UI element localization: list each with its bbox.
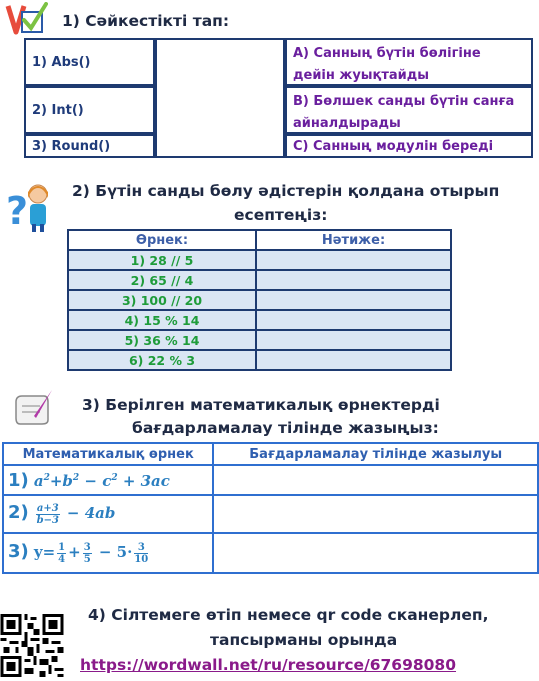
expression-cell: 3) 100 // 20 xyxy=(68,290,256,310)
col-result-header: Нәтиже: xyxy=(256,230,451,250)
table-row xyxy=(3,465,538,495)
table-row xyxy=(68,330,451,350)
result-cell[interactable] xyxy=(256,330,451,350)
match-left-3: 3) Round() xyxy=(24,134,155,158)
expression-cell: 4) 15 % 14 xyxy=(68,310,256,330)
task4-line1: 4) Сілтемеге өтіп немесе qr code сканерлеп, xyxy=(88,606,489,624)
expression-cell: 2) 65 // 4 xyxy=(68,270,256,290)
table-row xyxy=(3,495,538,533)
col-math-header: Математикалық өрнек xyxy=(3,443,213,465)
match-answer-area[interactable] xyxy=(155,38,285,158)
answer-cell[interactable] xyxy=(213,495,538,533)
col-code-header: Бағдарламалау тілінде жазылуы xyxy=(213,443,538,465)
table-row xyxy=(3,533,538,573)
table-row xyxy=(68,310,451,330)
result-cell[interactable] xyxy=(256,310,451,330)
wordwall-link[interactable]: https://wordwall.net/ru/resource/67698080 xyxy=(80,656,457,674)
col-expression-header: Өрнек: xyxy=(68,230,256,250)
answer-cell[interactable] xyxy=(213,465,538,495)
match-right-c: С) Санның модулін береді xyxy=(285,134,533,158)
result-cell[interactable] xyxy=(256,290,451,310)
math-expression-2: 2) $\frac{a+3}{b-3}$ − 4ab xyxy=(3,495,213,533)
match-left-2: 2) Int() xyxy=(24,86,155,134)
task2-title-line2: есептеңіз: xyxy=(234,206,328,224)
math-expression-1: 1) $a^2+b^2 - c^2 + 3ac$ xyxy=(3,465,213,495)
math-expression-table xyxy=(2,442,539,574)
table-row xyxy=(68,290,451,310)
answer-cell[interactable] xyxy=(213,533,538,573)
table-row xyxy=(68,350,451,370)
table-row xyxy=(68,250,451,270)
match-right-a: А) Санның бүтін бөлігіне дейін жуықтайды xyxy=(285,38,533,86)
task2-title-line1: 2) Бүтін санды бөлу әдістерін қолдана отырып xyxy=(72,182,500,200)
qr-code-image xyxy=(0,614,64,677)
math-expression-3: 3) y= $\frac{1}{4}$ + $\frac{3}{5}$ − 5· $\frac{3}{10}$ xyxy=(3,533,213,573)
integer-division-table xyxy=(67,229,452,371)
thinking-girl-illustration xyxy=(6,180,52,232)
header-checkmark-logo xyxy=(2,2,48,36)
expression-cell: 6) 22 % 3 xyxy=(68,350,256,370)
result-cell[interactable] xyxy=(256,350,451,370)
task3-title-line2: бағдарламалау тілінде жазыңыз: xyxy=(132,419,439,437)
table-row xyxy=(68,270,451,290)
scroll-quill-illustration xyxy=(12,388,56,428)
task4-line2: тапсырманы орында xyxy=(210,631,398,649)
expression-cell: 1) 28 // 5 xyxy=(68,250,256,270)
match-left-1: 1) Abs() xyxy=(24,38,155,86)
result-cell[interactable] xyxy=(256,250,451,270)
expression-cell: 5) 36 % 14 xyxy=(68,330,256,350)
result-cell[interactable] xyxy=(256,270,451,290)
task3-title-line1: 3) Берілген математикалық өрнектерді xyxy=(82,396,440,414)
task1-title: 1) Сәйкестікті тап: xyxy=(62,12,230,30)
match-right-b: В) Бөлшек санды бүтін санға айналдырады xyxy=(285,86,533,134)
svg-text:?: ? xyxy=(6,189,29,232)
